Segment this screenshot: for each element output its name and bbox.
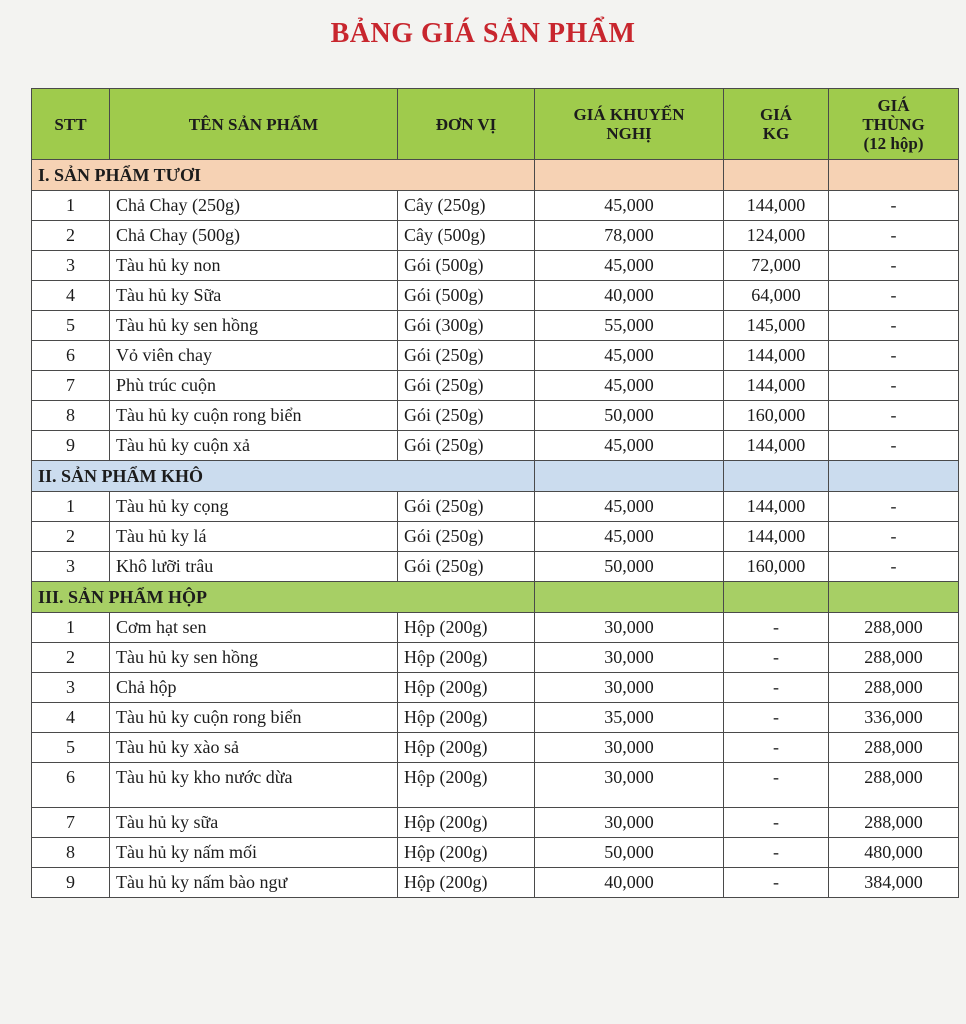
table-row (32, 492, 959, 522)
row-price-box: - (829, 251, 959, 281)
row-price-box: 288,000 (829, 763, 959, 808)
row-price-box: 288,000 (829, 733, 959, 763)
row-stt: 3 (32, 673, 110, 703)
row-unit: Hộp (200g) (398, 808, 535, 838)
section-filler-cell (724, 582, 829, 613)
row-suggested-price: 30,000 (535, 808, 724, 838)
row-price-kg: - (724, 838, 829, 868)
row-price-box: - (829, 431, 959, 461)
row-unit: Gói (250g) (398, 401, 535, 431)
section-filler-cell (829, 160, 959, 191)
row-price-kg: - (724, 808, 829, 838)
row-stt: 5 (32, 311, 110, 341)
row-price-box: - (829, 552, 959, 582)
table-row (32, 838, 959, 868)
row-suggested-price: 45,000 (535, 251, 724, 281)
row-stt: 4 (32, 703, 110, 733)
row-product-name: Tàu hủ ky nấm bào ngư (110, 868, 398, 898)
row-price-box: - (829, 341, 959, 371)
row-unit: Gói (250g) (398, 522, 535, 552)
row-price-box: - (829, 281, 959, 311)
row-unit: Cây (250g) (398, 191, 535, 221)
row-product-name: Cơm hạt sen (110, 613, 398, 643)
row-price-kg: 144,000 (724, 191, 829, 221)
table-row (32, 673, 959, 703)
row-price-kg: 144,000 (724, 431, 829, 461)
row-stt: 8 (32, 838, 110, 868)
row-suggested-price: 30,000 (535, 733, 724, 763)
row-price-kg: 144,000 (724, 341, 829, 371)
row-stt: 6 (32, 763, 110, 808)
row-product-name: Chả Chay (250g) (110, 191, 398, 221)
row-suggested-price: 50,000 (535, 838, 724, 868)
row-price-kg: - (724, 703, 829, 733)
table-row (32, 868, 959, 898)
table-row (32, 341, 959, 371)
section-title: III. SẢN PHẨM HỘP (32, 582, 535, 613)
row-suggested-price: 40,000 (535, 281, 724, 311)
row-unit: Hộp (200g) (398, 838, 535, 868)
table-row (32, 401, 959, 431)
row-suggested-price: 30,000 (535, 673, 724, 703)
row-unit: Cây (500g) (398, 221, 535, 251)
section-title: II. SẢN PHẨM KHÔ (32, 461, 535, 492)
row-suggested-price: 78,000 (535, 221, 724, 251)
row-unit: Gói (300g) (398, 311, 535, 341)
header-unit: ĐƠN VỊ (398, 89, 535, 160)
row-unit: Hộp (200g) (398, 763, 535, 808)
table-row (32, 552, 959, 582)
table-row (32, 431, 959, 461)
table-row (32, 191, 959, 221)
row-product-name: Tàu hủ ky sữa (110, 808, 398, 838)
table-row (32, 733, 959, 763)
row-stt: 9 (32, 431, 110, 461)
section-filler-cell (829, 582, 959, 613)
row-suggested-price: 45,000 (535, 341, 724, 371)
row-suggested-price: 55,000 (535, 311, 724, 341)
row-suggested-price: 30,000 (535, 613, 724, 643)
row-product-name: Chả hộp (110, 673, 398, 703)
row-suggested-price: 50,000 (535, 401, 724, 431)
row-price-box: - (829, 191, 959, 221)
header-stt: STT (32, 89, 110, 160)
row-price-box: - (829, 522, 959, 552)
header-product-name: TÊN SẢN PHẨM (110, 89, 398, 160)
row-unit: Hộp (200g) (398, 703, 535, 733)
section-boxed-products (32, 582, 959, 613)
row-product-name: Tàu hủ ky cuộn xả (110, 431, 398, 461)
row-price-kg: 124,000 (724, 221, 829, 251)
row-price-kg: - (724, 868, 829, 898)
row-price-box: 288,000 (829, 643, 959, 673)
table-row (32, 808, 959, 838)
row-stt: 3 (32, 251, 110, 281)
row-stt: 1 (32, 492, 110, 522)
row-price-box: - (829, 221, 959, 251)
row-unit: Gói (250g) (398, 492, 535, 522)
page-title: BẢNG GIÁ SẢN PHẨM (330, 18, 636, 49)
row-price-kg: 144,000 (724, 492, 829, 522)
table-row (32, 703, 959, 733)
row-stt: 2 (32, 221, 110, 251)
row-price-kg: - (724, 643, 829, 673)
table-row (32, 763, 959, 808)
row-unit: Gói (250g) (398, 552, 535, 582)
row-suggested-price: 45,000 (535, 431, 724, 461)
row-price-kg: - (724, 673, 829, 703)
row-unit: Gói (250g) (398, 431, 535, 461)
header-price-kg: GIÁ KG (724, 89, 829, 160)
section-filler-cell (724, 160, 829, 191)
row-price-kg: - (724, 763, 829, 808)
row-suggested-price: 30,000 (535, 763, 724, 808)
row-price-kg: 160,000 (724, 552, 829, 582)
section-filler-cell (535, 160, 724, 191)
row-product-name: Tàu hủ ky cọng (110, 492, 398, 522)
row-suggested-price: 45,000 (535, 191, 724, 221)
row-suggested-price: 50,000 (535, 552, 724, 582)
row-stt: 6 (32, 341, 110, 371)
section-filler-cell (535, 461, 724, 492)
row-price-kg: - (724, 613, 829, 643)
row-stt: 2 (32, 522, 110, 552)
row-unit: Gói (500g) (398, 281, 535, 311)
table-row (32, 311, 959, 341)
row-product-name: Tàu hủ ky nấm mối (110, 838, 398, 868)
row-price-box: 384,000 (829, 868, 959, 898)
row-price-kg: 145,000 (724, 311, 829, 341)
section-title: I. SẢN PHẨM TƯƠI (32, 160, 535, 191)
table-row (32, 643, 959, 673)
row-product-name: Phù trúc cuộn (110, 371, 398, 401)
row-unit: Hộp (200g) (398, 613, 535, 643)
row-price-kg: 64,000 (724, 281, 829, 311)
row-price-box: - (829, 311, 959, 341)
row-suggested-price: 45,000 (535, 371, 724, 401)
row-stt: 2 (32, 643, 110, 673)
header-suggested-price: GIÁ KHUYẾN NGHỊ (535, 89, 724, 160)
row-product-name: Tàu hủ ky sen hồng (110, 643, 398, 673)
table-row (32, 613, 959, 643)
row-product-name: Vỏ viên chay (110, 341, 398, 371)
section-filler-cell (535, 582, 724, 613)
row-stt: 3 (32, 552, 110, 582)
table-row (32, 251, 959, 281)
row-unit: Hộp (200g) (398, 673, 535, 703)
row-suggested-price: 45,000 (535, 522, 724, 552)
table-row (32, 281, 959, 311)
row-product-name: Chả Chay (500g) (110, 221, 398, 251)
table-row (32, 371, 959, 401)
row-price-box: 480,000 (829, 838, 959, 868)
table-row (32, 221, 959, 251)
row-stt: 7 (32, 808, 110, 838)
row-suggested-price: 45,000 (535, 492, 724, 522)
row-price-box: 288,000 (829, 673, 959, 703)
row-unit: Hộp (200g) (398, 643, 535, 673)
row-price-box: - (829, 371, 959, 401)
table-header-row (32, 89, 959, 160)
row-stt: 1 (32, 613, 110, 643)
row-product-name: Tàu hủ ky kho nước dừa (110, 763, 398, 808)
table-row (32, 522, 959, 552)
section-fresh-products (32, 160, 959, 191)
row-product-name: Tàu hủ ky sen hồng (110, 311, 398, 341)
header-price-box: GIÁ THÙNG (12 hộp) (829, 89, 959, 160)
row-price-kg: 144,000 (724, 371, 829, 401)
row-unit: Hộp (200g) (398, 733, 535, 763)
row-product-name: Khô lưỡi trâu (110, 552, 398, 582)
price-table (31, 88, 959, 898)
row-product-name: Tàu hủ ky Sữa (110, 281, 398, 311)
row-product-name: Tàu hủ ky xào sả (110, 733, 398, 763)
row-unit: Gói (500g) (398, 251, 535, 281)
section-dry-products (32, 461, 959, 492)
table-body (32, 160, 959, 898)
row-price-kg: 160,000 (724, 401, 829, 431)
row-unit: Gói (250g) (398, 341, 535, 371)
row-price-kg: - (724, 733, 829, 763)
row-stt: 5 (32, 733, 110, 763)
row-stt: 7 (32, 371, 110, 401)
row-price-kg: 72,000 (724, 251, 829, 281)
section-filler-cell (829, 461, 959, 492)
row-price-kg: 144,000 (724, 522, 829, 552)
row-price-box: - (829, 492, 959, 522)
row-stt: 9 (32, 868, 110, 898)
row-suggested-price: 40,000 (535, 868, 724, 898)
row-price-box: 336,000 (829, 703, 959, 733)
row-price-box: 288,000 (829, 613, 959, 643)
row-product-name: Tàu hủ ky non (110, 251, 398, 281)
section-filler-cell (724, 461, 829, 492)
row-suggested-price: 35,000 (535, 703, 724, 733)
row-price-box: 288,000 (829, 808, 959, 838)
row-unit: Gói (250g) (398, 371, 535, 401)
row-stt: 8 (32, 401, 110, 431)
row-product-name: Tàu hủ ky cuộn rong biển (110, 703, 398, 733)
row-stt: 4 (32, 281, 110, 311)
row-suggested-price: 30,000 (535, 643, 724, 673)
row-stt: 1 (32, 191, 110, 221)
row-product-name: Tàu hủ ky lá (110, 522, 398, 552)
row-product-name: Tàu hủ ky cuộn rong biển (110, 401, 398, 431)
row-unit: Hộp (200g) (398, 868, 535, 898)
row-price-box: - (829, 401, 959, 431)
